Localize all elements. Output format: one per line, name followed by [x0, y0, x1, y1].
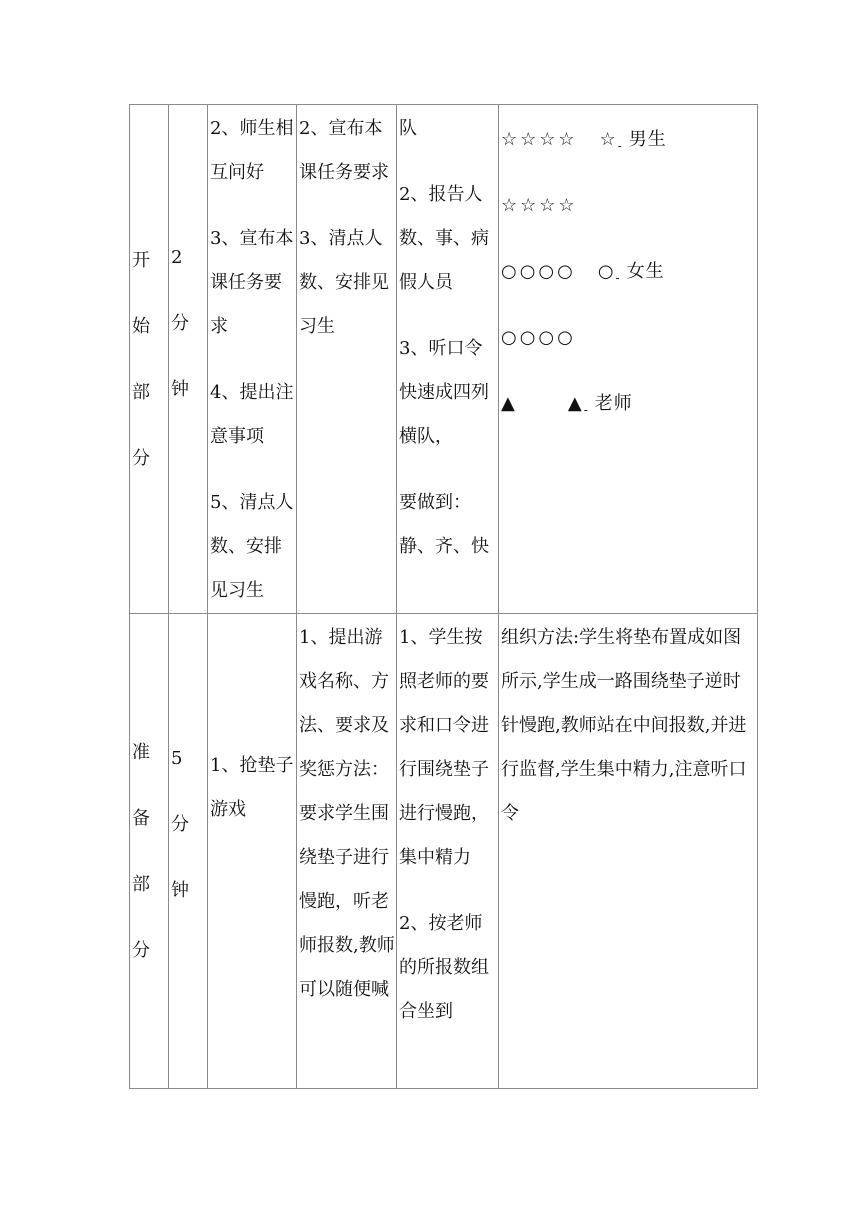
- formation-row-boys: [501, 107, 757, 173]
- lesson-plan-table: [129, 104, 758, 1089]
- time-char: 钟: [171, 379, 189, 400]
- student-item: 2、按老师的所报数组合坐到: [399, 913, 489, 1022]
- star-symbols: ☆☆☆☆: [501, 129, 578, 150]
- table-row-start-part: [130, 105, 758, 614]
- legend-sub-mark: -: [583, 403, 589, 417]
- student-item: 3、听口令快速成四列横队，: [399, 338, 489, 447]
- student-item: 要做到：静、齐、快: [399, 492, 489, 557]
- content-item: 3、宣布本课任务要求: [210, 228, 294, 337]
- triangle-legend-icon: ▲: [567, 393, 583, 414]
- formation-row-boys-2: [501, 173, 757, 239]
- circle-legend-icon: ○: [597, 261, 615, 282]
- formation-row-girls: [501, 239, 757, 305]
- student-activity-cell: [397, 105, 499, 614]
- teacher-activity-cell: [297, 614, 397, 1089]
- time-cell: [169, 105, 208, 614]
- part-char: 部: [132, 874, 150, 895]
- time-char: 5: [171, 748, 183, 769]
- legend-label-girls: 女生: [626, 261, 665, 282]
- content-cell: [208, 614, 297, 1089]
- teacher-item: 3、清点人数、安排见习生: [299, 228, 389, 337]
- content-item: 5、清点人数、安排见习生: [210, 492, 294, 601]
- legend-label-teacher: 老师: [594, 393, 633, 414]
- student-item: 1、学生按照老师的要求和口令进行围绕垫子进行慢跑，集中精力: [399, 627, 489, 868]
- organization-text: 组织方法:学生将垫布置成如图所示,学生成一路围绕垫子逆时针慢跑,教师站在中间报数,并进行监督,学生集中精力,注意听口令: [501, 627, 747, 824]
- formation-row-girls-2: [501, 305, 757, 371]
- time-cell: [169, 614, 208, 1089]
- student-item: 2、报告人数、事、病假人员: [399, 184, 489, 293]
- content-item: 1、抢垫子游戏: [210, 755, 294, 820]
- teacher-item: 2、宣布本课任务要求: [299, 118, 389, 183]
- content-item: 2、师生相互问好: [210, 118, 294, 183]
- part-char: 始: [132, 316, 150, 337]
- legend-label-boys: 男生: [628, 129, 667, 150]
- part-char: 准: [132, 742, 150, 763]
- time-char: 钟: [171, 880, 189, 901]
- star-symbols: ☆☆☆☆: [501, 195, 578, 216]
- content-cell: [208, 105, 297, 614]
- organization-cell: [499, 614, 758, 1089]
- part-char: 分: [132, 448, 150, 469]
- part-char: 分: [132, 940, 150, 961]
- star-legend-icon: ☆: [599, 129, 617, 150]
- time-char: 分: [171, 814, 189, 835]
- teacher-item: 1、提出游戏名称、方法、要求及奖惩方法：要求学生围绕垫子进行慢跑，听老师报数,教师可以随便喊: [299, 627, 395, 1000]
- time-char: 2: [171, 247, 183, 268]
- circle-symbols: ○○○○: [501, 261, 576, 282]
- part-char: 备: [132, 808, 150, 829]
- formation-row-teacher: [501, 371, 757, 437]
- formation-cell: [499, 105, 758, 614]
- part-cell: [130, 614, 169, 1089]
- teacher-activity-cell: [297, 105, 397, 614]
- legend-sub-mark: -: [615, 271, 621, 285]
- table-row-prep-part: [130, 614, 758, 1089]
- part-char: 开: [132, 250, 150, 271]
- student-item: 队: [399, 118, 417, 139]
- content-item: 4、提出注意事项: [210, 382, 294, 447]
- circle-symbols: ○○○○: [501, 327, 576, 348]
- triangle-icon: ▲: [501, 393, 516, 414]
- part-char: 部: [132, 382, 150, 403]
- student-activity-cell: [397, 614, 499, 1089]
- legend-sub-mark: -: [617, 139, 623, 153]
- part-cell: [130, 105, 169, 614]
- time-char: 分: [171, 313, 189, 334]
